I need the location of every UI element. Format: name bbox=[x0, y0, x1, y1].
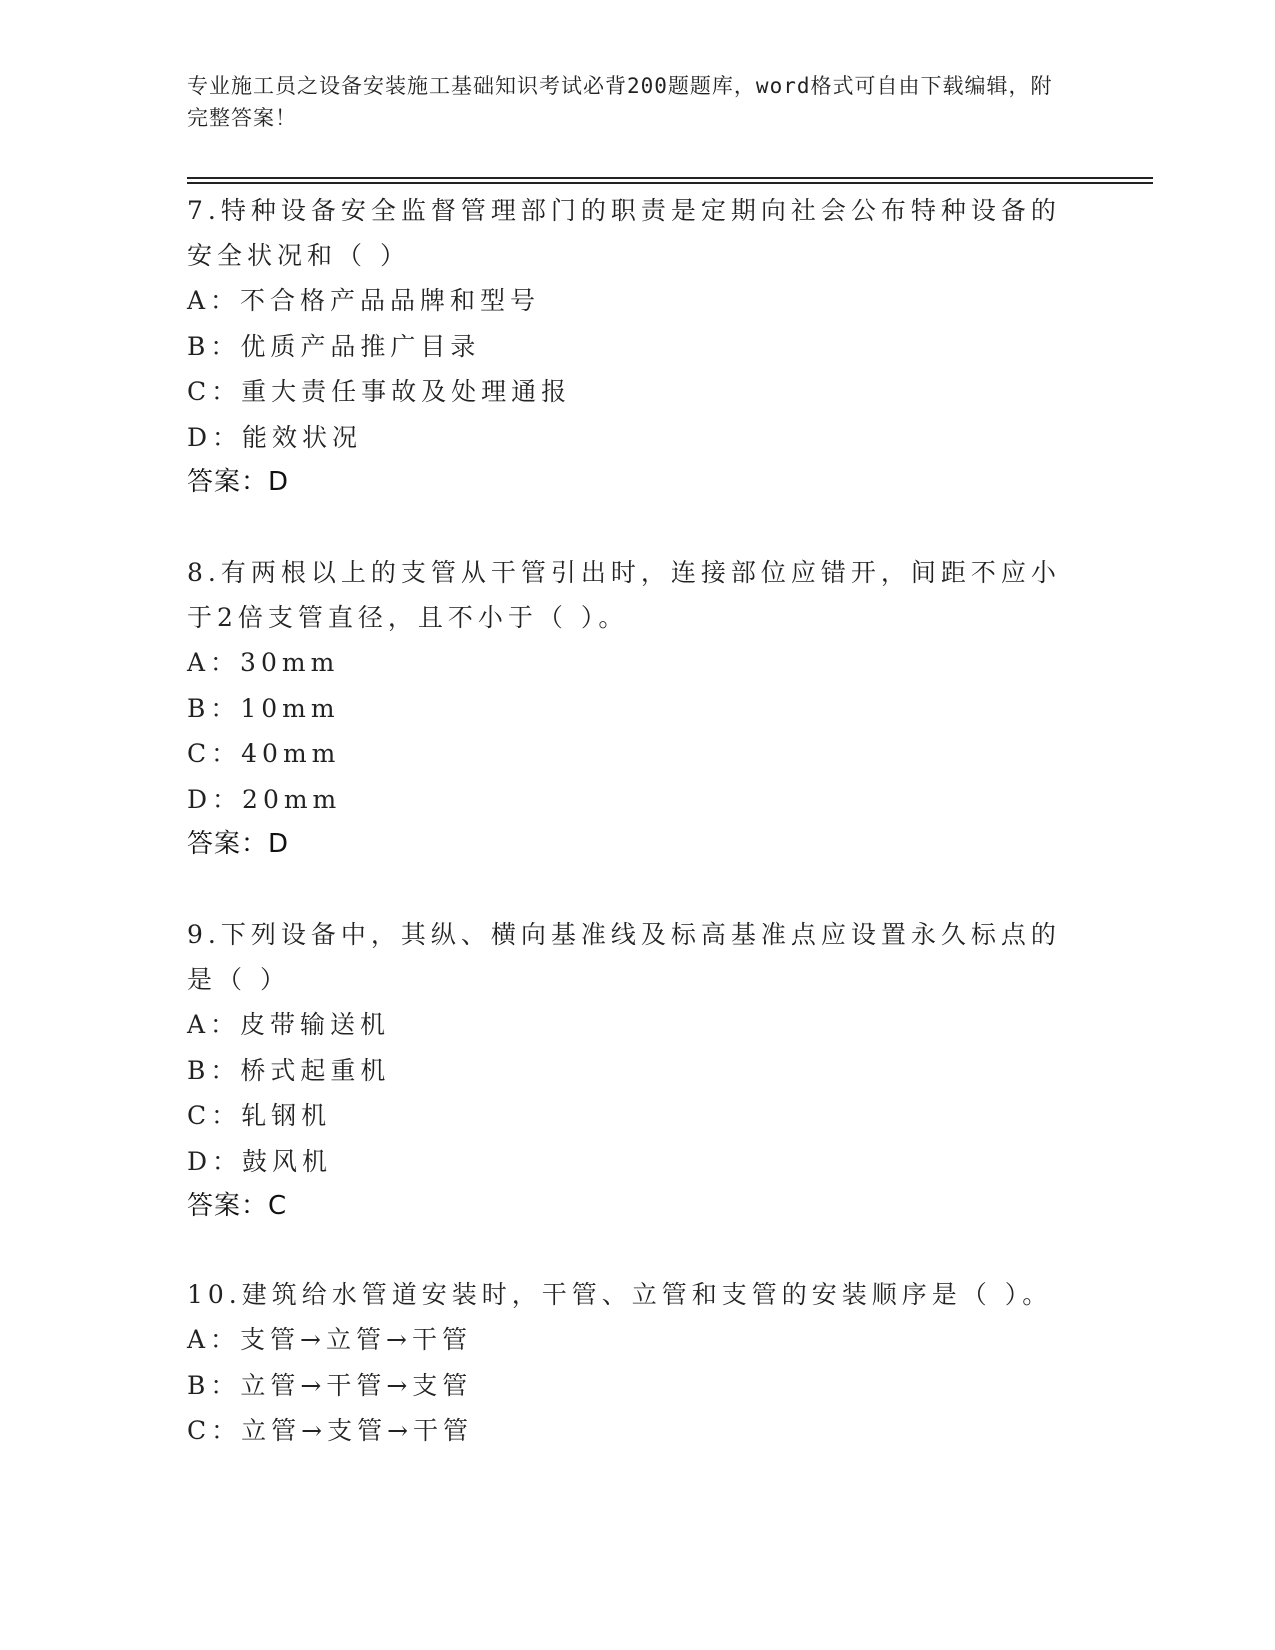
option-a: A：不合格产品品牌和型号 bbox=[187, 286, 541, 315]
question-9 bbox=[187, 912, 1067, 1229]
option-c: C：立管→支管→干管 bbox=[187, 1416, 474, 1445]
answer-label: 答案：C bbox=[187, 1191, 288, 1221]
question-stem: 7.特种设备安全监督管理部门的职责是定期向社会公布特种设备的安全状况和（ ） bbox=[187, 196, 1061, 270]
option-d: D：能效状况 bbox=[187, 422, 363, 452]
option-c: C：重大责任事故及处理通报 bbox=[187, 377, 572, 406]
answer-label: 答案：D bbox=[187, 829, 290, 859]
option-d: D：20mm bbox=[187, 784, 342, 814]
question-stem: 9.下列设备中，其纵、横向基准线及标高基准点应设置永久标点的是（ ） bbox=[187, 920, 1061, 994]
option-a: A：支管→立管→干管 bbox=[187, 1325, 472, 1354]
option-b: B：优质产品推广目录 bbox=[187, 331, 481, 361]
option-a: A：皮带输送机 bbox=[187, 1010, 391, 1039]
option-b: B：立管→干管→支管 bbox=[187, 1370, 473, 1400]
header-divider-top bbox=[187, 177, 1153, 179]
option-b: B：10mm bbox=[187, 693, 340, 723]
document-header: 专业施工员之设备安装施工基础知识考试必背200题题库，word格式可自由下载编辑，附完整答案！ bbox=[187, 74, 1053, 130]
option-c: C：轧钢机 bbox=[187, 1101, 332, 1130]
question-10 bbox=[187, 1272, 1067, 1454]
option-d: D：鼓风机 bbox=[187, 1146, 333, 1176]
answer-label: 答案：D bbox=[187, 467, 290, 497]
option-a: A：30mm bbox=[187, 648, 340, 677]
header-divider-bottom bbox=[187, 182, 1153, 184]
question-8 bbox=[187, 550, 1067, 867]
question-stem: 8.有两根以上的支管从干管引出时，连接部位应错开，间距不应小于2倍支管直径，且不小于（ ）。 bbox=[187, 558, 1061, 632]
question-7 bbox=[187, 188, 1067, 505]
question-stem: 10.建筑给水管道安装时，干管、立管和支管的安装顺序是（ ）。 bbox=[187, 1280, 1053, 1309]
option-c: C：40mm bbox=[187, 739, 341, 768]
option-b: B：桥式起重机 bbox=[187, 1055, 391, 1085]
